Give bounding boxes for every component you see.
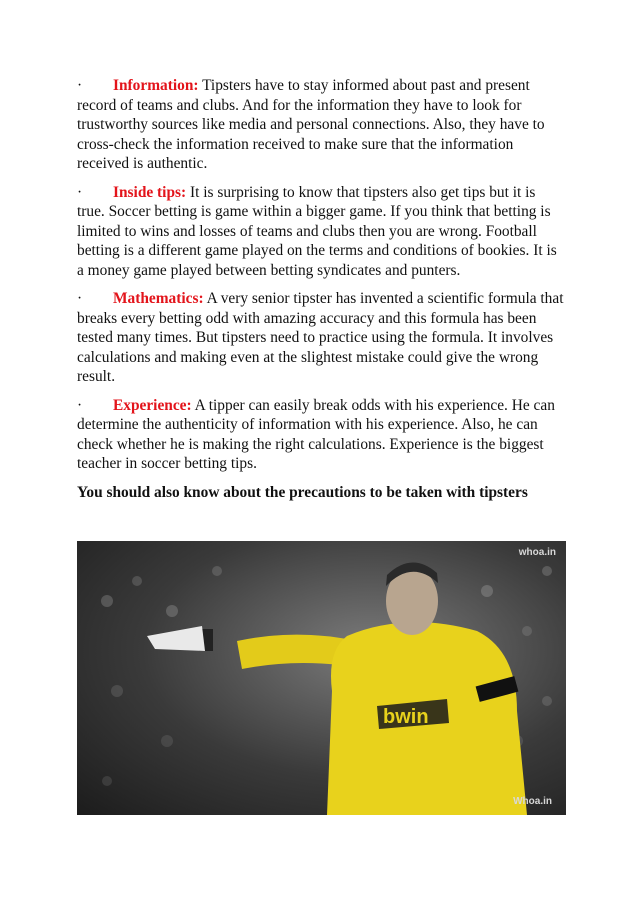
term-experience: Experience: [113,396,192,414]
paragraph-text: It is surprising to know that tipsters also get tips but it is true. Soccer betting is game within a bigger game. If you think that betting is limited to wins and losses of teams and clubs then you are wrong. Football betting is a different game played on the terms and conditions of bookies. It is a money game played between betting syndicates and punters. [77,183,557,279]
term-inside-tips: Inside tips: [113,183,187,201]
paragraph-inside-tips [77,183,567,281]
section-heading: You should also know about the precautions to be taken with tipsters [77,483,528,501]
paragraph-text: Tipsters have to stay informed about past and present record of teams and clubs. And for the information they have to look for trustworthy sources like media and personal connections. Also, they have to cross-check the information received to make sure that the information received is authentic. [77,77,545,172]
bullet-dot: · [77,396,83,414]
bullet-dot: · [77,183,83,201]
watermark-top: whoa.in [518,547,556,558]
paragraph-mathematics [77,289,567,387]
goalkeeper-photo [77,541,566,815]
paragraph-text: A very senior tipster has invented a scientific formula that breaks every betting odd with amazing accuracy and this formula has been tested many times. But tipsters need to practice using the formula. It involves calculations and making even at the slightest mistake could give the wrong result. [77,290,564,385]
paragraph-text: A tipper can easily break odds with his experience. He can determine the authenticity of information with his experience. Also, he can check whether he is making the right calculations. Experience is the biggest teacher in soccer betting tips. [77,396,555,472]
watermark-bottom: Whoa.in [513,796,552,807]
glove [147,626,205,651]
document-body [77,76,567,502]
shirt-sponsor-text: bwin [383,706,429,728]
photo-illustration [77,541,566,815]
paragraph-experience [77,396,567,474]
term-mathematics: Mathematics: [113,290,204,307]
paragraph-information [77,76,567,174]
bullet-dot: · [77,290,83,307]
bullet-dot: · [77,77,83,94]
term-information: Information: [113,77,199,94]
